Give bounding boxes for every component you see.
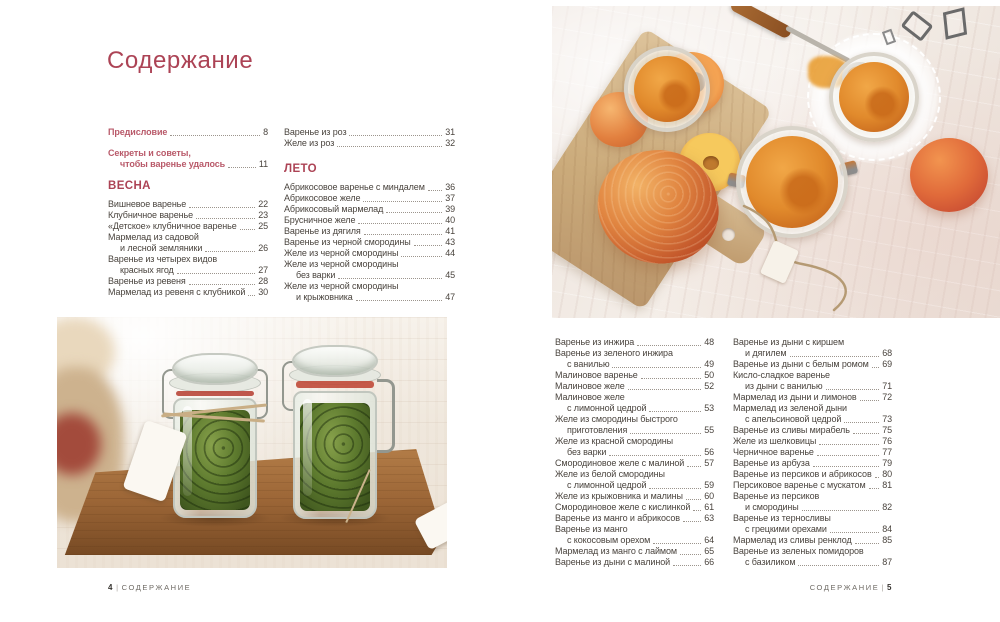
toc-entry (108, 232, 268, 254)
toc-intro-list (108, 127, 268, 170)
toc-entry (284, 281, 455, 303)
toc-entry-label: Смородиновое желе с кислинкой (555, 502, 691, 512)
toc-column-left-2 (284, 127, 455, 303)
toc-entry-label: и дягилем (745, 348, 787, 358)
toc-entry-page: 80 (882, 469, 892, 479)
toc-entry (555, 414, 714, 436)
toc-entry-page: 37 (445, 193, 455, 203)
toc-entry-page: 63 (704, 513, 714, 523)
toc-entry (733, 480, 892, 491)
toc-entry (284, 204, 455, 215)
toc-entry-page: 65 (704, 546, 714, 556)
toc-entry (733, 458, 892, 469)
clip-top-jar-left (169, 353, 261, 521)
toc-entry (108, 287, 268, 298)
toc-entry-page: 47 (445, 292, 455, 302)
toc-entry-page: 28 (258, 276, 268, 286)
toc-entry (733, 403, 892, 425)
clip-top-jar-right (289, 345, 381, 521)
dot-leader (653, 543, 701, 544)
toc-entry-label: Абрикосовое желе (284, 193, 361, 203)
toc-entry-label: Мармелад из садовой (108, 232, 199, 242)
toc-entry-page: 39 (445, 204, 455, 214)
dot-leader (798, 565, 879, 566)
toc-entry-label: Варенье из зеленого инжира (555, 348, 673, 358)
dot-leader (813, 466, 879, 467)
toc-entry-label: из дыни с ванилью (745, 381, 823, 391)
page-number: 4 (108, 583, 115, 592)
dot-leader (189, 207, 255, 208)
toc-entry-page: 50 (704, 370, 714, 380)
toc-entry-page: 73 (882, 414, 892, 424)
toc-entry (108, 276, 268, 287)
toc-entry-label: Варенье из дыни с киршем (733, 337, 845, 347)
dot-leader (337, 146, 442, 147)
twine-string (730, 202, 880, 318)
toc-entry-page: 56 (704, 447, 714, 457)
dot-leader (428, 190, 442, 191)
toc-entry-label: Желе из смородины быстрого (555, 414, 678, 424)
toc-list (555, 337, 714, 568)
toc-entry-page: 30 (258, 287, 268, 297)
dot-leader (196, 218, 255, 219)
toc-entry-label: Варенье из персиков и абрикосов (733, 469, 872, 479)
toc-entry (284, 127, 455, 138)
dot-leader (649, 488, 701, 489)
toc-entry-label: Варенье из дыни с малиной (555, 557, 671, 567)
toc-entry-label: Брусничное желе (284, 215, 356, 225)
toc-entry-label: Желе из красной смородины (555, 436, 673, 446)
dot-leader (612, 367, 701, 368)
toc-entry (108, 127, 268, 138)
footer-label: СОДЕРЖАНИЕ (809, 583, 880, 592)
toc-entry-page: 11 (258, 159, 268, 169)
dot-leader (363, 201, 442, 202)
toc-entry-page: 81 (882, 480, 892, 490)
right-page-footer (733, 583, 893, 592)
toc-entry-page: 59 (704, 480, 714, 490)
toc-entry-label: Абрикосовое варенье с миндалем (284, 182, 425, 192)
toc-entry (284, 259, 455, 281)
footer-separator: | (881, 583, 885, 592)
toc-entry (733, 491, 892, 513)
toc-entry (555, 513, 714, 524)
toc-entry-page: 52 (704, 381, 714, 391)
toc-entry-label: Варенье из дыни с белым ромом (733, 359, 869, 369)
toc-entry-label: Смородиновое желе с малиной (555, 458, 685, 468)
toc-entry-label: Желе из роз (284, 138, 335, 148)
dot-leader (802, 510, 880, 511)
toc-entry-label: Варенье из черной смородины (284, 237, 411, 247)
toc-entry-label: Секреты и советы, (108, 148, 191, 158)
dot-leader (240, 229, 256, 230)
toc-entry-page: 68 (882, 348, 892, 358)
dot-leader (860, 400, 880, 401)
toc-column-right-2 (733, 337, 892, 568)
toc-entry (555, 370, 714, 381)
dot-leader (817, 455, 879, 456)
apricot (910, 138, 988, 212)
dot-leader (356, 300, 443, 301)
toc-entry (284, 226, 455, 237)
green-jam-fill (180, 410, 250, 510)
toc-entry-page: 31 (445, 127, 455, 137)
toc-entry-label: Вишневое варенье (108, 199, 187, 209)
toc-entry-label: с лимонной цедрой (567, 480, 647, 490)
toc-entry-label: чтобы варенье удалось (120, 159, 226, 169)
photo-green-jam-jars (57, 317, 447, 568)
dot-leader (637, 345, 701, 346)
dot-leader (205, 251, 255, 252)
toc-entry-label: Желе из черной смородины (284, 259, 399, 269)
section-heading-summer: ЛЕТО (284, 163, 318, 175)
toc-entry (108, 254, 268, 276)
toc-entry-label: Желе из крыжовника и малины (555, 491, 683, 501)
toc-entry-page: 44 (445, 248, 455, 258)
toc-entry-label: Варенье из зеленых помидоров (733, 546, 864, 556)
toc-entry (108, 210, 268, 221)
dot-leader (170, 135, 260, 136)
toc-entry-label: без варки (567, 447, 607, 457)
toc-entry (733, 447, 892, 458)
toc-entry (555, 348, 714, 370)
apricot-pit-hollow (703, 156, 719, 170)
toc-entry-label: Варенье из четырех видов (108, 254, 218, 264)
dot-leader (364, 234, 442, 235)
toc-entry-label: с грецкими орехами (745, 524, 827, 534)
toc-entry-page: 77 (882, 447, 892, 457)
toc-entry-label: Желе из черной смородины (284, 281, 399, 291)
toc-entry (555, 524, 714, 546)
section-heading-spring: ВЕСНА (108, 180, 151, 192)
toc-spring-list (108, 199, 268, 298)
toc-entry-label: Персиковое варенье с мускатом (733, 480, 866, 490)
toc-entry-label: и крыжовника (296, 292, 353, 302)
toc-entry (733, 546, 892, 568)
page-title: Содержание (107, 47, 254, 74)
toc-entry-page: 71 (882, 381, 892, 391)
apricot-jam (839, 62, 909, 132)
toc-entry-label: Предисловие (108, 127, 168, 137)
toc-entry-label: с ванилью (567, 359, 610, 369)
dot-leader (693, 510, 701, 511)
toc-entry-label: Кисло-сладкое варенье (733, 370, 830, 380)
dot-leader (844, 422, 879, 423)
toc-entry-page: 66 (704, 557, 714, 567)
dot-leader (875, 477, 880, 478)
toc-entry-label: без варки (296, 270, 336, 280)
toc-entry-label: Малиновое желе (555, 392, 625, 402)
toc-entry-page: 23 (258, 210, 268, 220)
dot-leader (641, 378, 701, 379)
toc-entry-page: 26 (258, 243, 268, 253)
toc-entry (555, 469, 714, 491)
glass-jar-body (293, 391, 377, 519)
toc-entry-label: Малиновое варенье (555, 370, 638, 380)
rubber-gasket (296, 381, 374, 388)
dot-leader (228, 167, 256, 168)
metal-clamp-lever (377, 379, 395, 453)
toc-entry-label: Варенье из манго и абрикосов (555, 513, 680, 523)
toc-entry-label: Варенье из дягиля (284, 226, 361, 236)
toc-entry-label: «Детское» клубничное варенье (108, 221, 237, 231)
glass-lid (292, 345, 378, 377)
spoon-wooden-handle (729, 6, 793, 40)
dot-leader (826, 389, 880, 390)
toc-entry (733, 436, 892, 447)
rubber-gasket (176, 391, 254, 396)
toc-entry-label: Мармелад из дыни и лимонов (733, 392, 857, 402)
toc-entry (555, 502, 714, 513)
toc-entry-label: с кокосовым орехом (567, 535, 651, 545)
dot-leader (680, 554, 701, 555)
toc-entry-page: 69 (882, 359, 892, 369)
toc-list (733, 337, 892, 568)
dot-leader (872, 367, 879, 368)
toc-entry-page: 76 (882, 436, 892, 446)
left-page-footer (108, 583, 191, 592)
dot-leader (819, 444, 879, 445)
toc-entry (733, 469, 892, 480)
toc-entry (108, 148, 268, 170)
toc-entry-label: Желе из шелковицы (733, 436, 817, 446)
toc-entry-label: Варенье из инжира (555, 337, 635, 347)
toc-column-right-1 (555, 337, 714, 568)
toc-entry-label: Мармелад из ревеня с клубникой (108, 287, 246, 297)
dot-leader (855, 543, 880, 544)
toc-entry-label: с апельсиновой цедрой (745, 414, 842, 424)
toc-entry-page: 61 (704, 502, 714, 512)
toc-entry (108, 221, 268, 232)
toc-entry-page: 40 (445, 215, 455, 225)
dot-leader (248, 295, 255, 296)
toc-entry (555, 458, 714, 469)
dot-leader (628, 389, 702, 390)
toc-entry (108, 199, 268, 210)
dot-leader (401, 256, 442, 257)
toc-entry-label: Варенье из роз (284, 127, 347, 137)
dot-leader (649, 411, 701, 412)
toc-entry (555, 546, 714, 557)
dot-leader (349, 135, 442, 136)
toc-entry (733, 513, 892, 535)
toc-entry-label: Мармелад из сливы ренклод (733, 535, 852, 545)
toc-entry-page: 72 (882, 392, 892, 402)
toc-entry (733, 425, 892, 436)
toc-entry (555, 337, 714, 348)
toc-entry-page: 32 (445, 138, 455, 148)
dot-leader (673, 565, 701, 566)
dot-leader (830, 532, 879, 533)
toc-entry (555, 381, 714, 392)
toc-entry-page: 60 (704, 491, 714, 501)
toc-entry-page: 36 (445, 182, 455, 192)
toc-entry-page: 41 (445, 226, 455, 236)
toc-entry (284, 138, 455, 149)
toc-entry-page: 85 (882, 535, 892, 545)
dot-leader (414, 245, 443, 246)
toc-entry-page: 75 (882, 425, 892, 435)
toc-entry-label: Желе из белой смородины (555, 469, 665, 479)
dot-leader (177, 273, 255, 274)
toc-entry-page: 64 (704, 535, 714, 545)
toc-entry (733, 337, 892, 359)
toc-entry-page: 45 (445, 270, 455, 280)
dot-leader (386, 212, 442, 213)
toc-column-left-1 (108, 127, 268, 298)
toc-entry-label: Варенье из манго (555, 524, 628, 534)
toc-entry-page: 27 (258, 265, 268, 275)
toc-entry-page: 53 (704, 403, 714, 413)
toc-entry-label: и смородины (745, 502, 799, 512)
toc-entry (555, 557, 714, 568)
toc-entry (555, 491, 714, 502)
toc-entry-label: Желе из черной смородины (284, 248, 399, 258)
dot-leader (189, 284, 256, 285)
toc-entry (733, 535, 892, 546)
apricot-jam-jar (829, 52, 919, 142)
page-number: 5 (886, 583, 893, 592)
toc-entry-label: Варенье из сливы мирабель (733, 425, 850, 435)
dot-leader (686, 499, 701, 500)
toc-entry-page: 82 (882, 502, 892, 512)
dot-leader (683, 521, 701, 522)
toc-entry-label: Малиновое желе (555, 381, 625, 391)
dot-leader (630, 433, 701, 434)
toc-entry-label: Клубничное варенье (108, 210, 193, 220)
dot-leader (609, 455, 701, 456)
dot-leader (358, 223, 442, 224)
toc-entry-label: Мармелад из зеленой дыни (733, 403, 847, 413)
glass-lid (172, 353, 258, 385)
toc-entry-label: Варенье из арбуза (733, 458, 810, 468)
toc-entry-label: с лимонной цедрой (567, 403, 647, 413)
toc-entry-page: 22 (258, 199, 268, 209)
toc-entry-label: Варенье из терносливы (733, 513, 831, 523)
dot-leader (790, 356, 880, 357)
toc-entry-page: 87 (882, 557, 892, 567)
dot-leader (687, 466, 701, 467)
toc-summer-list (284, 182, 455, 303)
toc-entry (284, 193, 455, 204)
toc-entry (555, 392, 714, 414)
toc-roses-list (284, 127, 455, 149)
toc-entry-page: 79 (882, 458, 892, 468)
toc-entry-label: Мармелад из манго с лаймом (555, 546, 677, 556)
toc-entry-page: 43 (445, 237, 455, 247)
cookie-cutter (943, 7, 967, 39)
toc-entry (733, 392, 892, 403)
toc-entry (733, 359, 892, 370)
toc-entry-label: Варенье из персиков (733, 491, 820, 501)
toc-entry-page: 25 (258, 221, 268, 231)
dot-leader (869, 488, 880, 489)
toc-entry-page: 57 (704, 458, 714, 468)
toc-entry-page: 48 (704, 337, 714, 347)
toc-entry (284, 215, 455, 226)
toc-entry (733, 370, 892, 392)
toc-entry-label: красных ягод (120, 265, 174, 275)
footer-separator: | (116, 583, 120, 592)
toc-entry-page: 84 (882, 524, 892, 534)
toc-entry-label: и лесной земляники (120, 243, 203, 253)
toc-entry-page: 55 (704, 425, 714, 435)
toc-entry (284, 237, 455, 248)
toc-entry-label: Черничное варенье (733, 447, 814, 457)
dot-leader (338, 278, 442, 279)
photo-apricot-jam (552, 6, 1000, 318)
toc-entry-label: Варенье из ревеня (108, 276, 186, 286)
toc-entry (284, 182, 455, 193)
toc-entry-label: Абрикосовый мармелад (284, 204, 384, 214)
toc-entry-page: 8 (263, 127, 268, 137)
toc-entry-label: с базиликом (745, 557, 796, 567)
toc-entry-label: приготовления (567, 425, 628, 435)
footer-label: СОДЕРЖАНИЕ (121, 583, 192, 592)
apricot-jam-jar (624, 46, 710, 132)
apricot-jam (634, 56, 700, 122)
toc-entry-page: 49 (704, 359, 714, 369)
toc-entry (284, 248, 455, 259)
dot-leader (853, 433, 879, 434)
toc-entry (555, 436, 714, 458)
